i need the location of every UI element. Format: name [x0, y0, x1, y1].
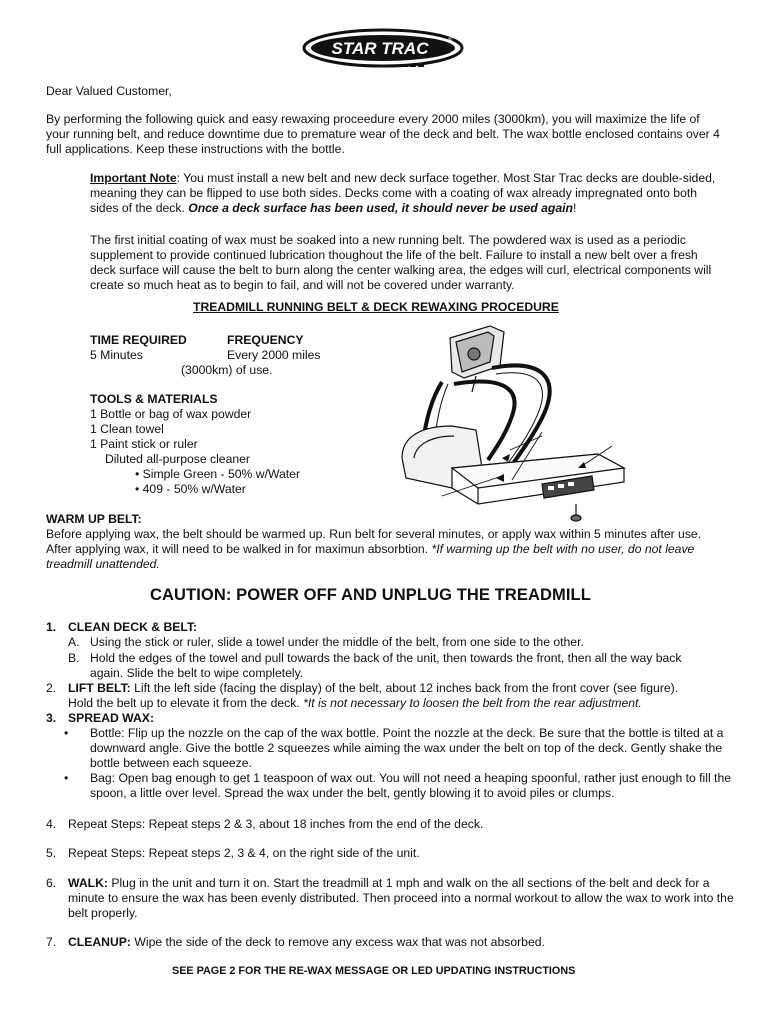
- step-5-text: Repeat Steps: Repeat steps 2, 3 & 4, on the right side of the unit.: [68, 846, 420, 860]
- procedure-title: TREADMILL RUNNING BELT & DECK REWAXING PROCEDURE: [193, 300, 559, 314]
- step-1b-text: Hold the edges of the towel and pull towards the back of the unit, then towards the front, then all the way back: [90, 651, 682, 665]
- step-4-text: Repeat Steps: Repeat steps 2 & 3, about 18 inches from the end of the deck.: [68, 817, 484, 831]
- step-3-title: SPREAD WAX:: [68, 711, 154, 725]
- step-1a-label: A.: [68, 635, 80, 649]
- step-1b-label: B.: [68, 651, 80, 665]
- caution-heading: CAUTION: POWER OFF AND UNPLUG THE TREADMILL: [150, 586, 591, 604]
- intro-paragraph: By performing the following quick and easy rewaxing proceedure every 2000 miles (3000km), you will maximize the life of your running belt, and reduce downtime due to premature wear of the deck and belt. The wax bottle enclosed contains over 4 full applications. Keep these instructions with the bottle.: [46, 112, 720, 156]
- logo-registered-mark: ®: [448, 38, 453, 44]
- tool-item: Diluted all-purpose cleaner: [105, 452, 250, 466]
- step-1a-text: Using the stick or ruler, slide a towel under the middle of the belt, from one side to the other.: [90, 635, 584, 649]
- step-6-text: WALK: Plug in the unit and turn it on. Start the treadmill at 1 mph and walk on the all sections of the belt and deck for a minute to ensure the wax has been evenly distributed. Then proceed into a normal workout to allow the wax to work into the belt properly.: [68, 876, 734, 920]
- frequency-value-1: Every 2000 miles: [227, 348, 321, 362]
- step-number: 2.: [46, 681, 57, 695]
- warmup-title: WARM UP BELT:: [46, 512, 142, 526]
- warmup-paragraph: Before applying wax, the belt should be warmed up. Run belt for several minutes, or apply wax within 5 minutes after use. After applying wax, it will need to be walked in for maximun absorbtion. *If warming up the belt with no user, do not leave treadmill unattended.: [46, 527, 702, 571]
- step-number: 1.: [46, 620, 57, 634]
- time-required-value: 5 Minutes: [90, 348, 143, 362]
- tool-item: 1 Clean towel: [90, 422, 164, 436]
- first-coating-paragraph: The first initial coating of wax must be soaked into a new running belt. The powdered wax is used as a periodic supplement to provide continued lubrication thoughout the life of the belt. Failure to install a new belt over a fresh deck surface will cause the belt to burn along the center walking area, the edges will curl, electrical components will create so much heat as to begin to fail, and will not be covered under warranty.: [90, 233, 712, 292]
- step-1b-text-2: again. Slide the belt to wipe completely.: [90, 666, 304, 680]
- cleaner-option: • 409 - 50% w/Water: [135, 482, 246, 496]
- step-number: 3.: [46, 711, 57, 725]
- step-number: 6.: [46, 876, 57, 890]
- step-2-text-2: Hold the belt up to elevate it from the deck. *It is not necessary to loosen the belt from the rear adjustment.: [68, 696, 642, 710]
- step-number: 4.: [46, 817, 57, 831]
- footer-note: SEE PAGE 2 FOR THE RE-WAX MESSAGE OR LED UPDATING INSTRUCTIONS: [172, 965, 576, 977]
- step-number: 7.: [46, 935, 57, 949]
- star-trac-logo: [302, 28, 464, 72]
- bullet-icon: •: [64, 771, 69, 785]
- frequency-value-2: (3000km) of use.: [181, 363, 273, 377]
- important-note: Important Note: You must install a new belt and new deck surface together. Most Star Trac decks are double-sided, meaning they can be flipped to use both sides. Decks come with a coating of wax already impregnated onto both sides of the deck. Once a deck surface has been used, it should never be used again!: [90, 171, 716, 215]
- step-7-text: CLEANUP: Wipe the side of the deck to remove any excess wax that was not absorbed.: [68, 935, 545, 949]
- frequency-label: FREQUENCY: [227, 333, 304, 347]
- logo-text: STAR TRAC: [331, 39, 429, 58]
- tool-item: 1 Bottle or bag of wax powder: [90, 407, 252, 421]
- treadmill-figure: [392, 318, 632, 530]
- document-page: STAR TRAC ® Dear Valued Customer, By performing the following quick and easy rewaxing proceedure every 2000 miles (3000km), you will maximize the life of your running belt, and reduce downtime due to premature wear of the deck and belt. The wax bottle enclosed contains over 4 full applications. Keep these instructions with the bottle. Important Note: You must install a new belt and new deck surface together. Most Star Trac decks are double-sided, meaning they can be flipped to use both sides. Decks come with a coating of wax already impregnated onto both sides of the deck. Once a deck surface has been used, it should never be used again! The first initial coating of wax must be soaked into a new running belt. The powdered wax is used as a periodic supplement to provide continued lubrication thoughout the life of the belt. Failure to install a new belt over a fresh deck surface will cause the belt to burn along the center walking area, the edges will curl, electrical components will create so much heat as to begin to fail, and will not be covered under warranty. TREADMILL RUNNING BELT & DECK REWAXING PROCEDURE TIME REQUIRED FREQUENCY 5 Minutes Every 2000 miles (3000km) of use. TOOLS & MATERIALS 1 Bottle or bag of wax powder 1 Clean towel 1 Paint stick or ruler Diluted all-purpose cleaner • Simple Green - 50% w/Water • 409 - 50% w/Water WARM UP BELT: Before applying wax, the belt should be warmed up. Run belt for several minutes, or apply wax within 5 minutes after use. After applying wax, it will need to be walked in for maximun absorbtion. *If warming up the belt with no user, do not leave treadmill unattended. CAUTION: POWER OFF AND UNPLUG THE TREADMILL 1. CLEAN DECK & BELT: A. Using the stick or ruler, slide a towel under the middle of the belt, from one side to the other. B. Hold the edges of the towel and pull towards the back of the unit, then towards the front, then all the way back again. Slide the belt to wipe completely. 2. LIFT BELT: Lift the left side (facing the display) of the belt, about 12 inches back from the front cover (see figure). Hold the belt up to elevate it from the deck. *It is not necessary to loosen the belt from the rear adjustment. 3. SPREAD WAX: • Bottle: Flip up the nozzle on the cap of the wax bottle. Point the nozzle at the deck. Be sure that the bottle is tilted at a downward angle. Give the bottle 2 squeezes while aiming the wax under the belt on top of the deck. Gently shake the bottle between each squeeze. • Bag: Open bag enough to get 1 teaspoon of wax out. You will not need a heaping spoonful, rather just enough to fill the spoon, a little over level. Spread the wax under the belt, gently blowing it to avoid piles or clumps. 4. Repeat Steps: Repeat steps 2 & 3, about 18 inches from the end of the deck. 5. Repeat Steps: Repeat steps 2, 3 & 4, on the right side of the unit. 6. WALK: Plug in the unit and turn it on. Start the treadmill at 1 mph and walk on the all sections of the belt and deck for a minute to ensure the wax has been evenly distributed. Then proceed into a normal workout to allow the wax to work into the belt properly. 7. CLEANUP: Wipe the side of the deck to remove any excess wax that was not absorbed. SEE PAGE 2 FOR THE RE-WAX MESSAGE OR LED UPDATING INSTRUCTIONS: [0, 0, 768, 1024]
- tools-title: TOOLS & MATERIALS: [90, 392, 218, 406]
- time-required-label: TIME REQUIRED: [90, 333, 187, 347]
- bullet-icon: •: [64, 726, 69, 740]
- cleaner-option: • Simple Green - 50% w/Water: [135, 467, 301, 481]
- important-emphasis: Once a deck surface has been used, it should never be used again: [188, 201, 573, 215]
- step-1-title: CLEAN DECK & BELT:: [68, 620, 198, 634]
- step-number: 5.: [46, 846, 57, 860]
- important-label: Important Note: [90, 171, 177, 185]
- step-2-text: LIFT BELT: Lift the left side (facing the display) of the belt, about 12 inches back from the front cover (see figure).: [68, 681, 679, 695]
- tool-item: 1 Paint stick or ruler: [90, 437, 198, 451]
- salutation: Dear Valued Customer,: [46, 84, 172, 98]
